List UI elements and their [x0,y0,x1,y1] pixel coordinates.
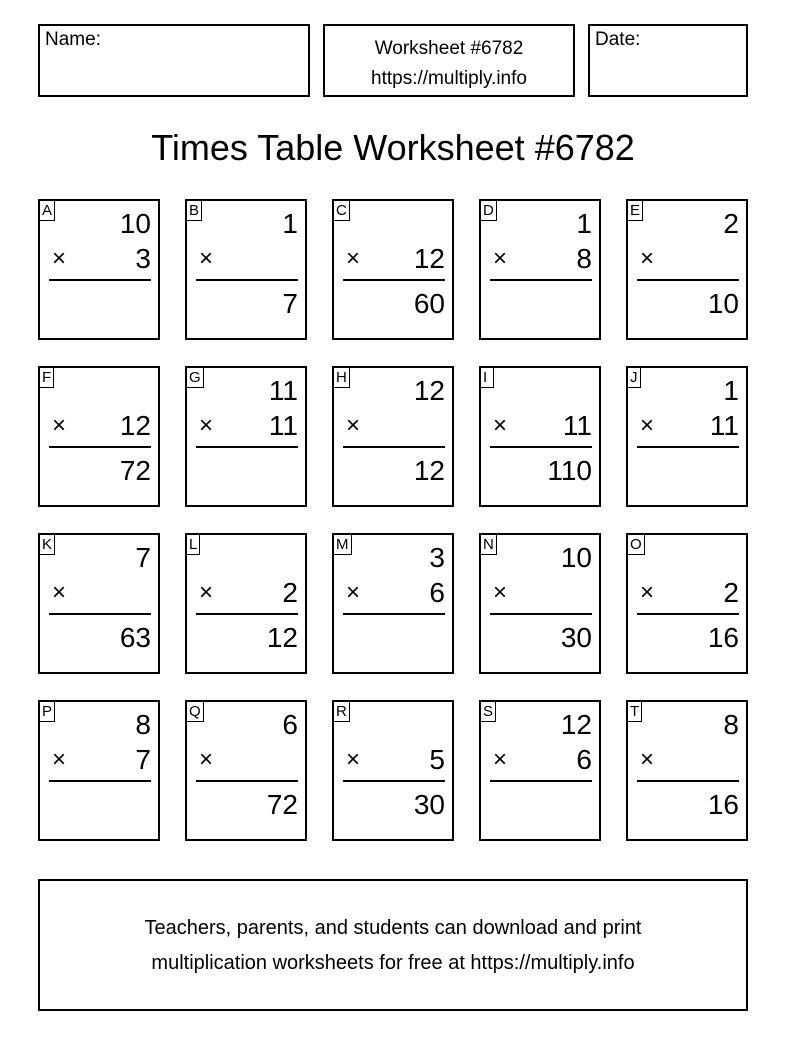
problem-card [332,199,454,340]
answer-line [49,780,151,782]
top-factor: 11 [268,375,298,406]
top-factor: 12 [413,375,445,406]
multiply-sign: × [346,579,361,606]
footer-box [38,879,748,1011]
multiply-sign: × [640,746,655,773]
product: 72 [119,455,151,486]
problem-card [185,533,307,674]
bottom-factor: 7 [135,744,151,775]
bottom-factor: 11 [709,410,739,441]
answer-line [637,446,739,448]
answer-line [343,780,445,782]
product: 30 [413,789,445,820]
problem-label: S [481,702,496,722]
problem-card [626,199,748,340]
bottom-factor: 6 [429,577,445,608]
problem-label: F [40,368,54,388]
multiply-sign: × [493,245,508,272]
bottom-factor: 2 [282,577,298,608]
top-factor: 8 [135,709,151,740]
product: 7 [282,288,298,319]
top-factor: 2 [723,208,739,239]
footer-line-1: Teachers, parents, and students can download and print [144,917,642,939]
multiply-sign: × [52,746,67,773]
worksheet-id: Worksheet #6782 [374,38,524,59]
name-field-box[interactable] [38,24,310,97]
answer-line [490,446,592,448]
top-factor: 12 [560,709,592,740]
problem-card [332,700,454,841]
top-factor: 8 [723,709,739,740]
multiply-sign: × [52,412,67,439]
answer-line [637,613,739,615]
problem-card [185,700,307,841]
multiply-sign: × [493,746,508,773]
product: 60 [413,288,445,319]
multiply-sign: × [52,245,67,272]
date-field-box[interactable] [588,24,748,97]
footer-line-2: multiplication worksheets for free at https://multiply.info [151,952,635,974]
problem-label: K [40,535,55,555]
bottom-factor: 2 [723,577,739,608]
answer-line [490,613,592,615]
answer-line [343,279,445,281]
problem-label: J [628,368,641,388]
multiply-sign: × [493,412,508,439]
problem-label: T [628,702,642,722]
bottom-factor: 5 [429,744,445,775]
problem-label: E [628,201,643,221]
problem-label: M [334,535,352,555]
problem-label: N [481,535,497,555]
site-url: https://multiply.info [371,68,527,89]
product: 12 [266,622,298,653]
multiply-sign: × [199,412,214,439]
multiply-sign: × [52,579,67,606]
problem-label: H [334,368,350,388]
bottom-factor: 8 [576,243,592,274]
top-factor: 6 [282,709,298,740]
top-factor: 7 [135,542,151,573]
problem-card [626,366,748,507]
answer-line [196,613,298,615]
problem-card [479,199,601,340]
answer-line [196,279,298,281]
bottom-factor: 3 [135,243,151,274]
answer-line [490,780,592,782]
problem-label: R [334,702,350,722]
answer-line [49,279,151,281]
product: 12 [413,455,445,486]
answer-line [49,613,151,615]
problem-label: D [481,201,497,221]
product: 16 [707,622,739,653]
product: 63 [119,622,151,653]
multiply-sign: × [199,579,214,606]
answer-line [343,446,445,448]
multiply-sign: × [346,245,361,272]
multiply-sign: × [640,579,655,606]
multiply-sign: × [199,746,214,773]
answer-line [343,613,445,615]
problem-label: L [187,535,200,555]
problem-label: A [40,201,55,221]
answer-line [637,279,739,281]
multiply-sign: × [640,412,655,439]
problem-card [479,700,601,841]
problem-card [185,366,307,507]
answer-line [49,446,151,448]
multiply-sign: × [346,746,361,773]
product: 30 [560,622,592,653]
top-factor: 1 [282,208,298,239]
worksheet-id-box [323,24,575,97]
product: 72 [266,789,298,820]
problem-card [38,700,160,841]
top-factor: 1 [576,208,592,239]
problem-card [626,700,748,841]
multiply-sign: × [493,579,508,606]
problem-label: P [40,702,55,722]
problem-card [332,366,454,507]
problem-label: Q [187,702,204,722]
answer-line [196,780,298,782]
problem-card [479,366,601,507]
bottom-factor: 12 [119,410,151,441]
product: 16 [707,789,739,820]
problem-label: C [334,201,350,221]
bottom-factor: 12 [413,243,445,274]
bottom-factor: 11 [562,410,592,441]
problem-card [185,199,307,340]
problem-label: O [628,535,645,555]
problem-label: G [187,368,204,388]
problem-card [38,533,160,674]
answer-line [637,780,739,782]
date-label: Date: [595,29,641,50]
top-factor: 1 [723,375,739,406]
problem-card [38,366,160,507]
product: 10 [707,288,739,319]
problem-card [626,533,748,674]
top-factor: 3 [429,542,445,573]
page-title: Times Table Worksheet #6782 [151,127,635,168]
multiply-sign: × [199,245,214,272]
multiply-sign: × [346,412,361,439]
top-factor: 10 [119,208,151,239]
problem-card [479,533,601,674]
multiply-sign: × [640,245,655,272]
name-label: Name: [45,29,101,50]
bottom-factor: 6 [576,744,592,775]
top-factor: 10 [560,542,592,573]
problem-label: B [187,201,202,221]
problem-card [38,199,160,340]
answer-line [196,446,298,448]
product: 110 [547,455,592,486]
bottom-factor: 11 [268,410,298,441]
answer-line [490,279,592,281]
problem-label: I [481,368,494,388]
problem-card [332,533,454,674]
